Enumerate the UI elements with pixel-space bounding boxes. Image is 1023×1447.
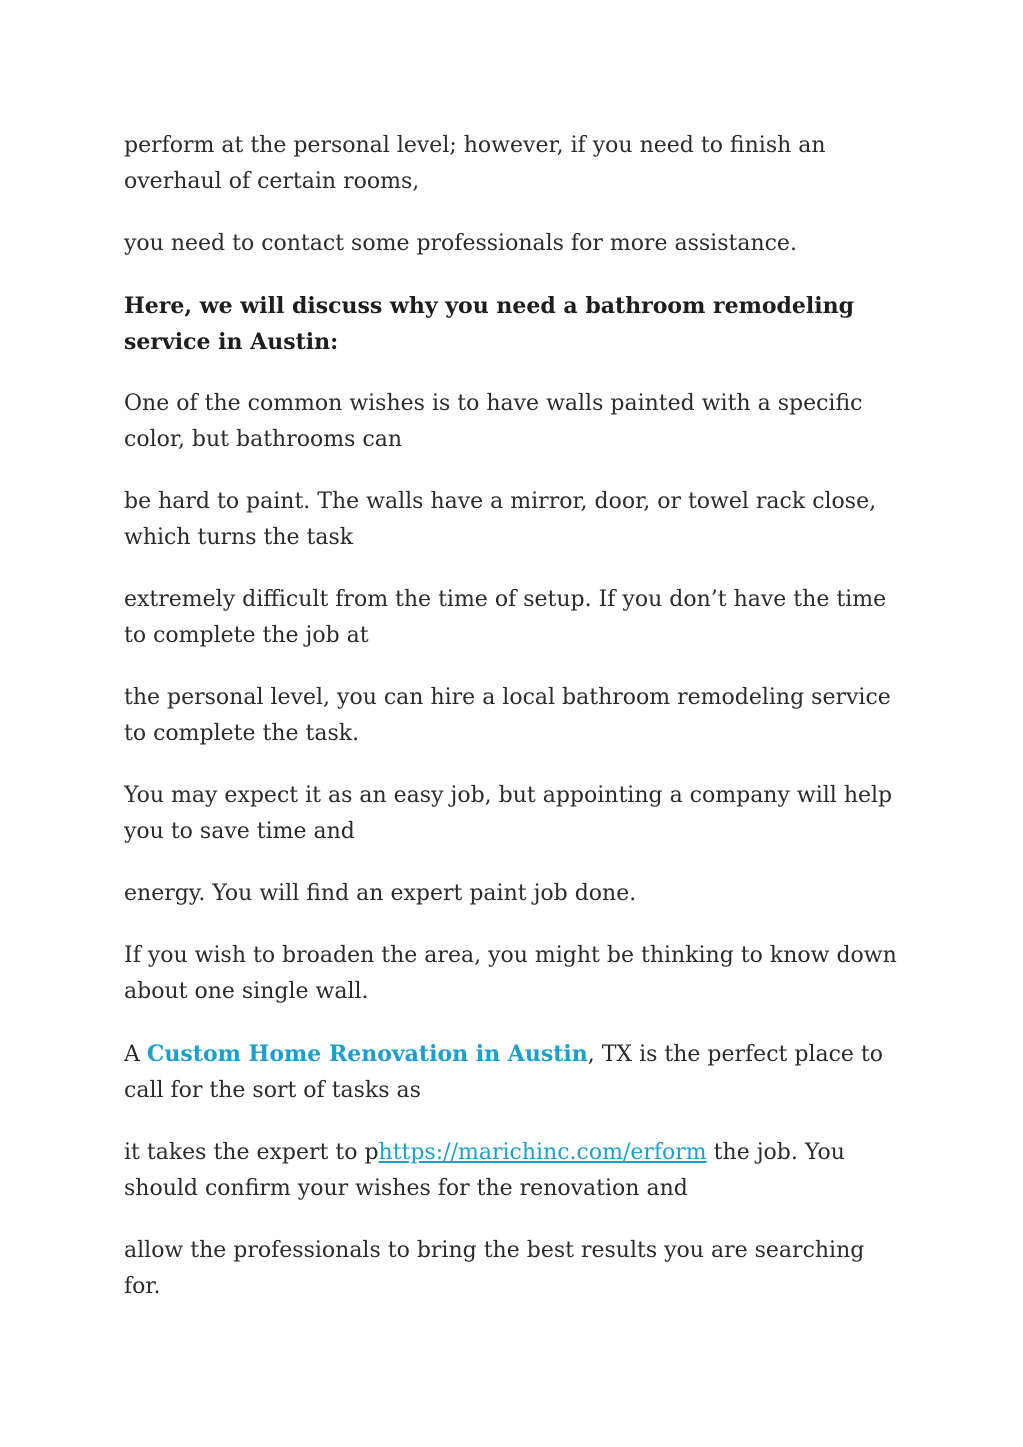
paragraph: You may expect it as an easy job, but appointing a company will help you to save time and (124, 783, 893, 844)
paragraph: extremely difficult from the time of setup. If you don’t have the time to complete the job at (124, 587, 887, 648)
paragraph-suffix: the job. You should confirm your wishes for the renovation and (124, 1140, 845, 1201)
link-paragraph (124, 1036, 904, 1109)
url-paragraph (124, 1135, 904, 1207)
paragraph: you need to contact some professionals for more assistance. (124, 231, 797, 256)
section-heading: Here, we will discuss why you need a bathroom remodeling service in Austin: (124, 293, 855, 355)
paragraph-prefix: it takes the expert to p (124, 1140, 379, 1165)
paragraph: energy. You will find an expert paint job done. (124, 881, 637, 906)
paragraph: the personal level, you can hire a local bathroom remodeling service to complete the task. (124, 685, 891, 746)
paragraph: If you wish to broaden the area, you might be thinking to know down about one single wall. (124, 943, 897, 1004)
paragraph-prefix: A (124, 1042, 147, 1067)
custom-home-renovation-link[interactable]: Custom Home Renovation in Austin (146, 1041, 588, 1067)
paragraph: perform at the personal level; however, if you need to finish an overhaul of certain rooms, (124, 133, 826, 194)
paragraph: be hard to paint. The walls have a mirror, door, or towel rack close, which turns the task (124, 489, 877, 550)
paragraph: One of the common wishes is to have walls painted with a specific color, but bathrooms can (124, 391, 863, 452)
closing-paragraph: allow the professionals to bring the best results you are searching for. (124, 1238, 865, 1299)
document-page (124, 128, 904, 1331)
paragraph-suffix: , TX is the perfect place to call for the sort of tasks as (124, 1042, 884, 1103)
marichinc-url-link[interactable]: https://marichinc.com/erform (378, 1140, 707, 1165)
